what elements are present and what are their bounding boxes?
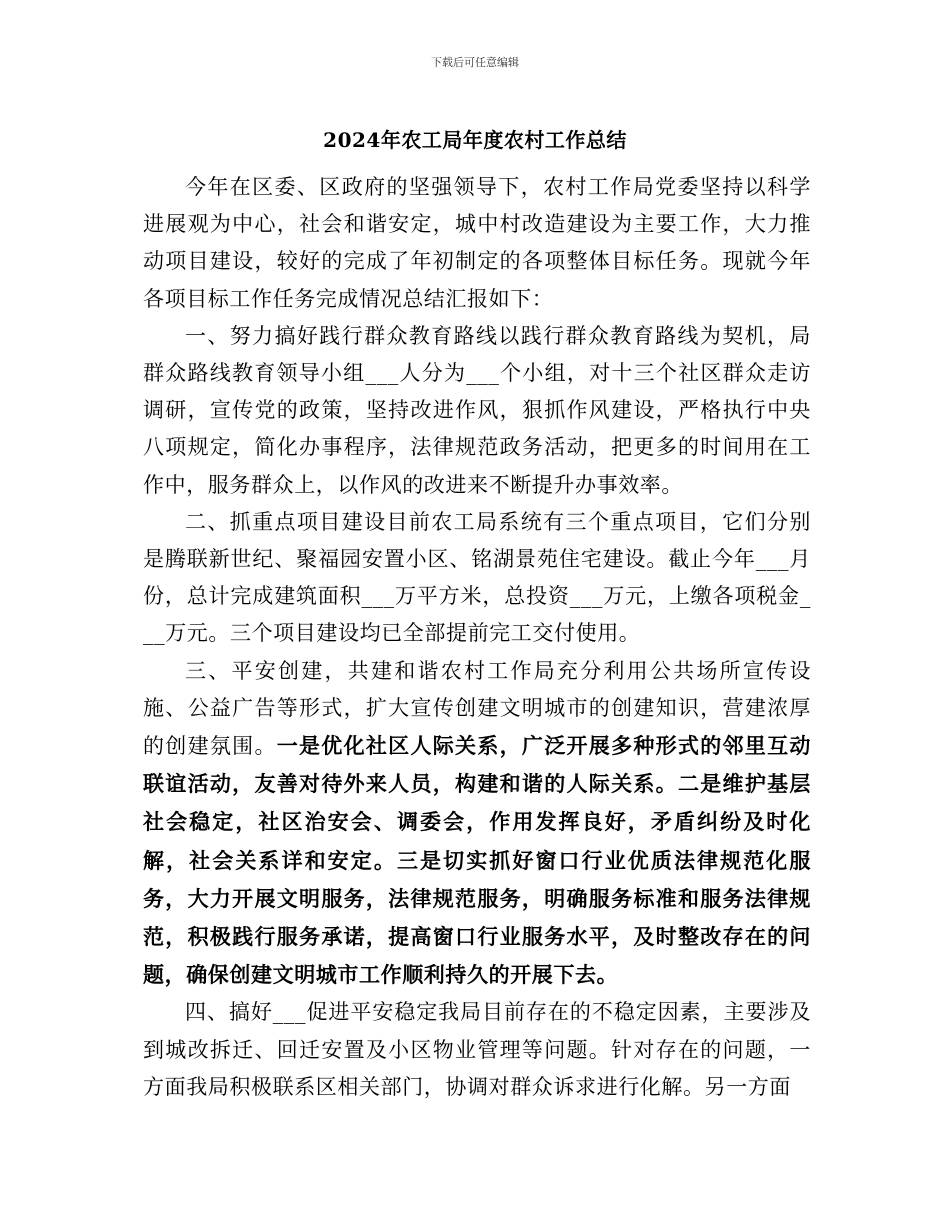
paragraph-section-4-text: 四、搞好___促进平安稳定我局目前存在的不稳定因素，主要涉及到城改拆迁、回迁安置及小区物业管理等问题。针对存在的问题，一方面我局积极联系区相关部门，协调对群众诉求进行化解。另一方面 (143, 1000, 811, 1099)
document-body (143, 169, 811, 1106)
paragraph-section-1-text: 一、努力搞好践行群众教育路线以践行群众教育路线为契机，局群众路线教育领导小组___人分为___个小组，对十三个社区群众走访调研，宣传党的政策，坚持改进作风，狠抓作风建设，严格执行中央八项规定，简化办事程序，法律规范政务活动，把更多的时间用在工作中，服务群众上，以作风的改进来不断提升办事效率。 (143, 323, 811, 497)
paragraph-section-3-bold-text: 一是优化社区人际关系，广泛开展多种形式的邻里互动联谊活动，友善对待外来人员，构建和谐的人际关系。二是维护基层社会稳定，社区治安会、调委会，作用发挥良好，矛盾纠纷及时化解，社会关系详和安定。三是切实抓好窗口行业优质法律规范化服务，大力开展文明服务，法律规范服务，明确服务标准和服务法律规范，积极践行服务承诺，提高窗口行业服务水平，及时整改存在的问题，确保创建文明城市工作顺利持久的开展下去。 (143, 733, 811, 988)
document-title: 2024年农工局年度农村工作总结 (323, 128, 627, 152)
paragraph-section-2-text: 二、抓重点项目建设目前农工局系统有三个重点项目，它们分别是腾联新世纪、聚福园安置小区、铭湖景苑住宅建设。截止今年___月份，总计完成建筑面积___万平方米，总投资___万元，上缴各项税金___万元。三个项目建设均已全部提前完工交付使用。 (143, 509, 811, 646)
paragraph-section-3-text: 三、平安创建，共建和谐农村工作局充分利用公共场所宣传设施、公益广告等形式，扩大宣传创建文明城市的创建知识，营建浓厚的创建氛围。 (143, 658, 811, 759)
paragraph-section-3 (143, 653, 811, 995)
paragraph-intro-text: 今年在区委、区政府的坚强领导下，农村工作局党委坚持以科学进展观为中心，社会和谐安定，城中村改造建设为主要工作，大力推动项目建设，较好的完成了年初制定的各项整体目标任务。现就今年各项目标工作任务完成情况总结汇报如下： (143, 175, 811, 311)
paragraph-section-2 (143, 504, 811, 653)
paragraph-intro (143, 169, 811, 318)
paragraph-section-1 (143, 318, 811, 504)
page-header-note: 下载后可任意编辑 (431, 56, 519, 69)
paragraph-section-4 (143, 994, 811, 1106)
